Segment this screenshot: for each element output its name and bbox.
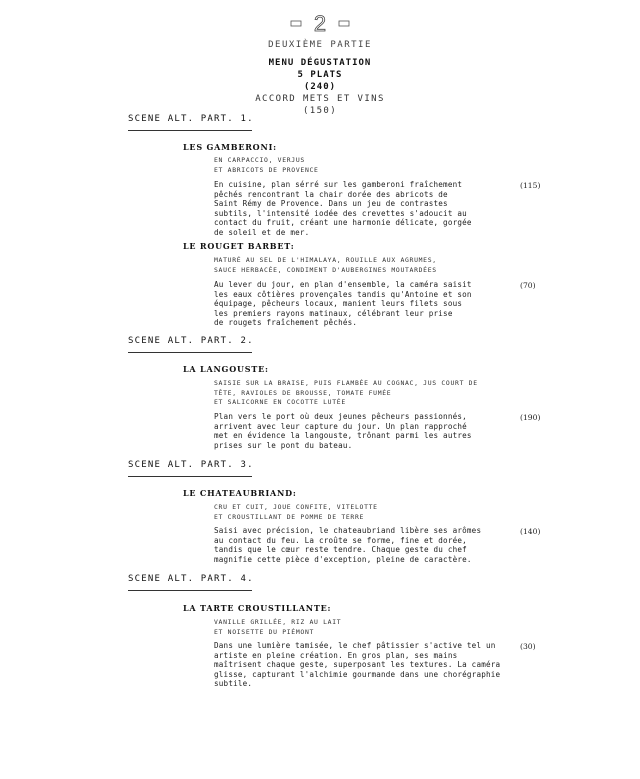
ornament-icon <box>290 12 350 34</box>
scene-title: SCENE ALT. PART. 4. <box>128 574 254 584</box>
part-number-mark <box>0 12 640 34</box>
dish-price: (190) <box>520 413 541 422</box>
menu-pairing: ACCORD METS ET VINS <box>255 94 385 104</box>
dish-subtitle: MATURÉ AU SEL DE L'HIMALAYA, ROUILLE AUX AGRUMES, SAUCE HERBACÉE, CONDIMENT D'AUBERGINES MOUTARDÉES <box>214 256 437 274</box>
part-number: 2 <box>313 12 327 34</box>
dish-name: LA LANGOUSTE: <box>183 364 269 374</box>
dish-price: (115) <box>520 181 541 190</box>
dish-subtitle: VANILLE GRILLÉE, RIZ AU LAIT ET NOISETTE DU PIÉMONT <box>214 618 342 636</box>
dish-description: Plan vers le port où deux jeunes pêcheurs passionnés, arrivent avec leur capture du jour. Un plan rapproché met en évidence la langouste, trônant parmi les autres prises sur le pont du bateau. <box>214 412 472 450</box>
scene-title: SCENE ALT. PART. 3. <box>128 460 254 470</box>
scene-divider <box>128 476 252 477</box>
menu-price: (240) <box>303 82 337 92</box>
dish-subtitle: EN CARPACCIO, VERJUS ET ABRICOTS DE PROVENCE <box>214 156 319 174</box>
scene-title: SCENE ALT. PART. 2. <box>128 336 254 346</box>
dish-description: En cuisine, plan sérré sur les gamberoni fraîchement pêchés rencontrant la chair dorée des abricots de Saint Rémy de Provence. Dans un jeu de contrastes subtils, l'intensité iodée des crevettes s'adoucit au contact du fruit, créant une harmonie délicate, gorgée de soleil et de mer. <box>214 180 472 237</box>
scene-title: SCENE ALT. PART. 1. <box>128 114 254 124</box>
dish-price: (70) <box>520 281 536 290</box>
scene-divider <box>128 352 252 353</box>
menu-courses: 5 PLATS <box>297 70 343 80</box>
dish-name: LA TARTE CROUSTILLANTE: <box>183 603 332 613</box>
dish-description: Dans une lumière tamisée, le chef pâtissier s'active tel un artiste en pleine création. En gros plan, ses mains maîtrisent chaque geste, superposant les textures. La caméra glisse, capturant l'alchimie gourmande dans une chorégraphie subtile. <box>214 641 501 689</box>
dish-name: LE ROUGET BARBET: <box>183 241 295 251</box>
dish-description: Au lever du jour, en plan d'ensemble, la caméra saisit les eaux côtières provençales tandis qu'Antoine et son équipage, pêcheurs locaux, manient leurs filets sous les premiers rayons matinaux, célébrant leur prise de rougets fraîchement pêchés. <box>214 280 472 328</box>
part-label: DEUXIÈME PARTIE <box>268 40 372 50</box>
dish-name: LE CHATEAUBRIAND: <box>183 488 297 498</box>
dish-price: (140) <box>520 527 541 536</box>
dish-subtitle: SAISIE SUR LA BRAISE, PUIS FLAMBÉE AU COGNAC, JUS COURT DE TÊTE, RAVIOLES DE BROUSSE, TOMATE FUMÉE ET SALICORNE EN COCOTTE LUTÉE <box>214 379 478 407</box>
scene-divider <box>128 590 252 591</box>
menu-summary <box>0 57 640 117</box>
menu-title: MENU DÉGUSTATION <box>268 58 372 68</box>
scene-divider <box>128 130 252 131</box>
dish-description: Saisi avec précision, le chateaubriand libère ses arômes au contact du feu. La croûte se forme, fine et dorée, tandis que le cœur reste tendre. Chaque geste du chef magnifie cette pièce d'exception, pleine de caractère. <box>214 526 482 564</box>
dish-name: LES GAMBERONI: <box>183 142 277 152</box>
dish-price: (30) <box>520 642 536 651</box>
menu-pairing-price: (150) <box>302 106 338 116</box>
dish-subtitle: CRU ET CUIT, JOUE CONFITE, VITELOTTE ET CROUSTILLANT DE POMME DE TERRE <box>214 503 378 521</box>
